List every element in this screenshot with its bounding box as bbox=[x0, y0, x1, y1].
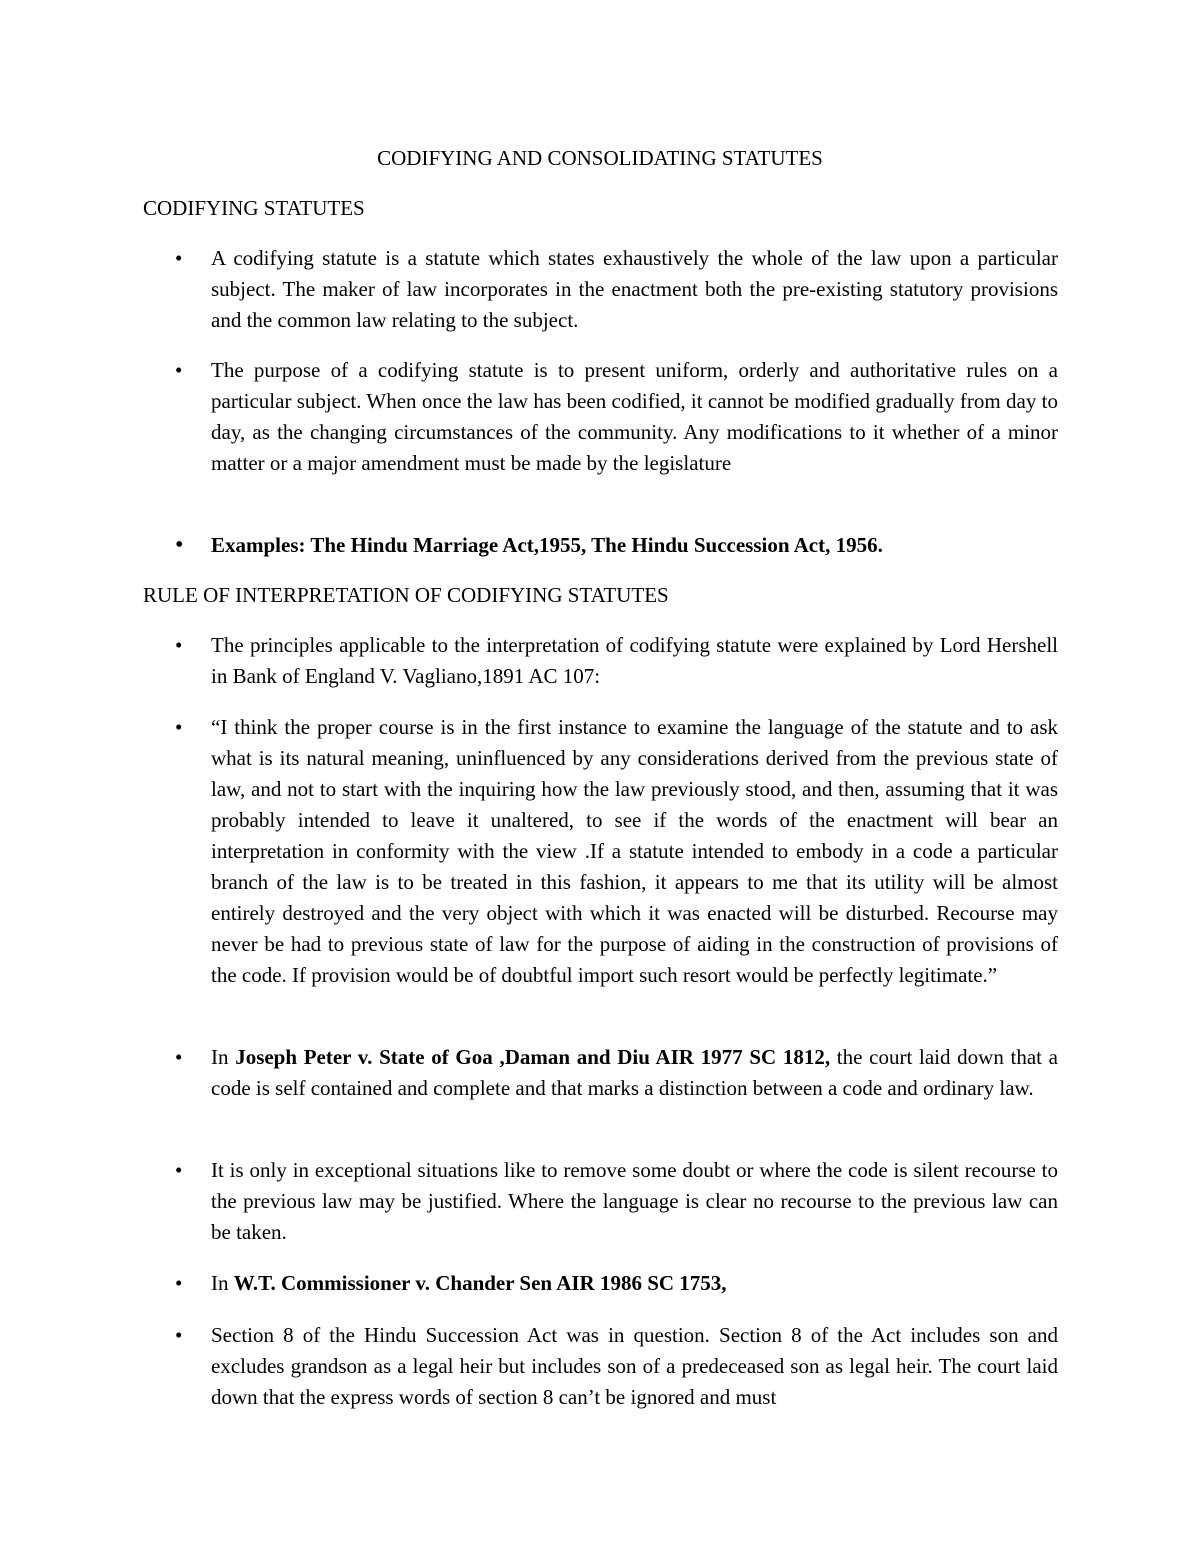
list-item bbox=[143, 243, 1058, 336]
list-item bbox=[143, 355, 1058, 479]
bullet-text: It is only in exceptional situations like to remove some doubt or where the code is silent recourse to the previous law may be justified. Where the language is clear no recourse to the previous law can be taken. bbox=[211, 1158, 1058, 1244]
case-citation: W.T. Commissioner v. Chander Sen AIR 1986 SC 1753, bbox=[233, 1271, 727, 1295]
list-item bbox=[143, 1155, 1058, 1248]
bullet-text: the court laid down that a code is self contained and complete and that marks a distinction between a code and ordinary law. bbox=[211, 1045, 1058, 1100]
bullet-text: Section 8 of the Hindu Succession Act was in question. Section 8 of the Act includes son and excludes grandson as a legal heir but includes son of a predeceased son as legal heir. The court laid down that the express words of section 8 can’t be ignored and must bbox=[211, 1323, 1058, 1409]
section-heading-codifying-statutes: CODIFYING STATUTES bbox=[143, 196, 365, 220]
list-item bbox=[143, 630, 1058, 692]
list-item-quote bbox=[143, 712, 1058, 991]
bullet-icon: • bbox=[175, 715, 183, 739]
bullet-icon: • bbox=[175, 532, 184, 558]
bullet-icon: • bbox=[175, 1323, 183, 1347]
case-citation: Joseph Peter v. State of Goa ,Daman and Diu AIR 1977 SC 1812, bbox=[235, 1045, 831, 1069]
bullet-text: “I think the proper course is in the first instance to examine the language of the statute and to ask what is its natural meaning, uninfluenced by any considerations derived from the previous state of law, and not to start with the inquiring how the law previously stood, and then, assuming that it was probably intended to leave it unaltered, to see if the words of the enactment will bear an interpretation in conformity with the view .If a statute intended to embody in a code a particular branch of the law is to be treated in this fashion, it appears to me that its utility will be almost entirely destroyed and the very object with which it was enacted will be disturbed. Recourse may never be had to previous state of law for the purpose of aiding in the construction of provisions of the code. If provision would be of doubtful import such resort would be perfectly legitimate.” bbox=[211, 715, 1058, 987]
list-item-examples bbox=[143, 530, 1058, 561]
section-heading-rule-of-interpretation: RULE OF INTERPRETATION OF CODIFYING STATUTES bbox=[143, 583, 669, 607]
examples-text: Examples: The Hindu Marriage Act,1955, The Hindu Succession Act, 1956. bbox=[211, 533, 883, 557]
bullet-icon: • bbox=[175, 633, 183, 657]
bullet-prefix: In bbox=[211, 1045, 236, 1069]
list-item bbox=[143, 1320, 1058, 1413]
bullet-text: The purpose of a codifying statute is to present uniform, orderly and authoritative rules on a particular subject. When once the law has been codified, it cannot be modified gradually from day to day, as the changing circumstances of the community. Any modifications to it whether of a minor matter or a major amendment must be made by the legislature bbox=[211, 358, 1058, 475]
bullet-icon: • bbox=[175, 246, 183, 270]
bullet-icon: • bbox=[175, 1271, 183, 1295]
bullet-prefix: In bbox=[211, 1271, 234, 1295]
list-item-joseph-peter bbox=[143, 1042, 1058, 1104]
list-item-chander-sen bbox=[143, 1268, 1058, 1299]
document-title: CODIFYING AND CONSOLIDATING STATUTES bbox=[377, 146, 823, 170]
bullet-icon: • bbox=[175, 358, 183, 382]
bullet-icon: • bbox=[175, 1045, 183, 1069]
bullet-text: The principles applicable to the interpretation of codifying statute were explained by Lord Hershell in Bank of England V. Vagliano,1891 AC 107: bbox=[211, 633, 1058, 688]
bullet-text: A codifying statute is a statute which states exhaustively the whole of the law upon a particular subject. The maker of law incorporates in the enactment both the pre-existing statutory provisions and the common law relating to the subject. bbox=[211, 246, 1058, 332]
bullet-icon: • bbox=[175, 1158, 183, 1182]
